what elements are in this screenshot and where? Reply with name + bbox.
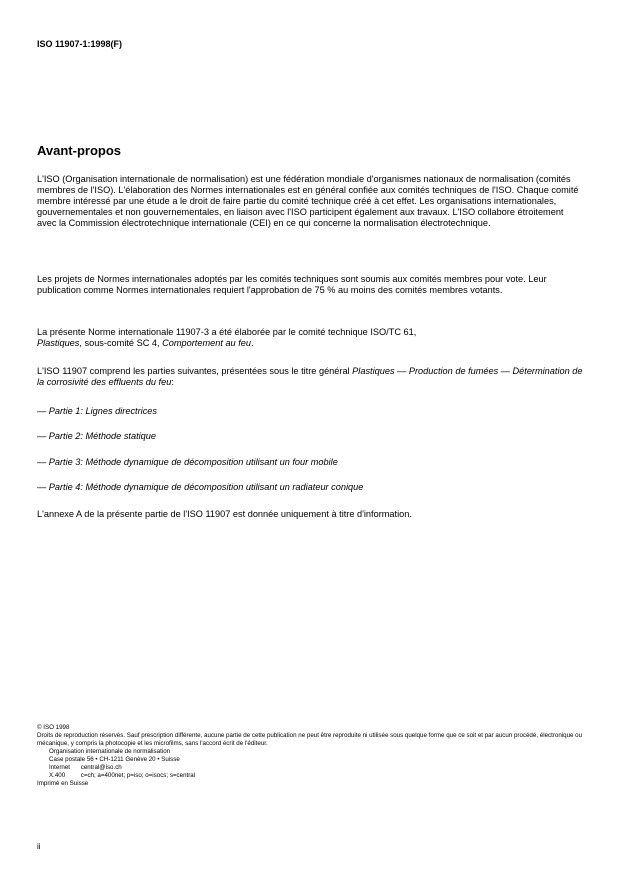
x400-line [37, 772, 597, 780]
general-title: Plastiques — Production de fumées — Détermination de la corrosivité des effluents du feu [37, 366, 583, 387]
punctuation: : [171, 377, 174, 387]
page-title: Avant-propos [37, 143, 122, 158]
subcommittee-name: Comportement au feu [162, 338, 251, 348]
paragraph-parts-intro [37, 366, 585, 388]
printed-in: Imprimé en Suisse [37, 780, 89, 787]
internet-line [37, 764, 597, 772]
subcommittee-text: , sous-comité SC 4, [79, 338, 160, 348]
postal-address: Case postale 56 • CH-1211 Genève 20 • Suisse [49, 756, 180, 763]
x400-address: c=ch; a=400net; p=iso; o=isocs; s=central [80, 772, 196, 779]
committee-name: Plastiques [37, 338, 80, 348]
committee-text: La présente Norme internationale 11907-3 a été élaborée par le comité technique ISO/TC 61, [37, 327, 417, 337]
copyright-footer [37, 724, 597, 788]
x400-label: X.400 [49, 772, 66, 779]
paragraph-text: L'ISO (Organisation internationale de normalisation) est une fédération mondiale d'organismes nationaux de normalisation (comités membres de l'ISO). L'élaboration des Normes internationales est en général confiée aux comités techniques de l'ISO. Chaque comité membre intéressé par une étude a le droit de faire partie du comité technique créé à cet effet. Les organisations internationales, gouvernementales et non gouvernementales, en liaison avec l'ISO participent également aux travaux. L'ISO collabore étroitement avec la Commission électrotechnique internationale (CEI) en ce qui concerne la normalisation électrotechnique. [37, 174, 579, 228]
paragraph-text: Les projets de Normes internationales adoptés par les comités techniques sont soumis aux comités membres pour vote. Leur publication comme Normes internationales requiert l'approbation de 75 % au moins des comités membres votants. [37, 274, 547, 295]
part-list-item: — Partie 4: Méthode dynamique de décomposition utilisant un radiateur conique [37, 482, 364, 492]
internet-address: central@iso.ch [80, 764, 122, 771]
copyright-line: © ISO 1998 [37, 724, 70, 731]
punctuation: . [251, 338, 254, 348]
paragraph-voting [37, 274, 585, 296]
rights-statement: Droits de reproduction réservés. Sauf prescription différente, aucune partie de cette publication ne peut être reproduite ni utilisée sous quelque forme que ce soit et par aucun procédé, électronique ou mécanique, y compris la photocopie et les microfilms, sans l'accord écrit de l'éditeur. [37, 732, 583, 747]
part-list-item: — Partie 2: Méthode statique [37, 431, 156, 441]
part-list-item: — Partie 1: Lignes directrices [37, 406, 157, 416]
document-id: ISO 11907-1:1998(F) [37, 39, 123, 49]
paragraph-text: L'annexe A de la présente partie de l'ISO 11907 est donnée uniquement à titre d'information. [37, 509, 412, 519]
parts-intro-text: L'ISO 11907 comprend les parties suivantes, présentées sous le titre général [37, 366, 350, 376]
paragraph-annex [37, 509, 585, 520]
paragraph-committee [37, 327, 585, 349]
organisation-name: Organisation internationale de normalisation [49, 748, 171, 755]
part-list-item: — Partie 3: Méthode dynamique de décomposition utilisant un four mobile [37, 457, 338, 467]
paragraph-iso-intro [37, 174, 585, 229]
page-number: ii [37, 842, 41, 851]
internet-label: Internet [49, 764, 70, 771]
